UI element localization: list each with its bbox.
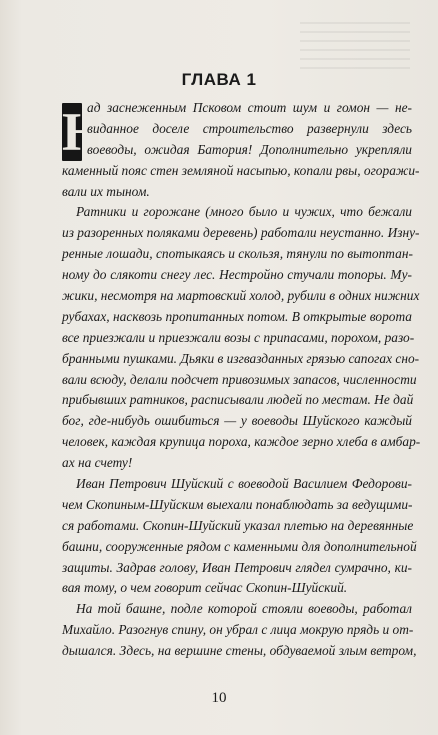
text-line: прибывших ратников, расписывали людей по местам. Не дай <box>62 392 414 408</box>
body-text <box>62 98 421 662</box>
text-line: чем Скопиным-Шуйским выехали понаблюдать за ведущими- <box>62 496 413 512</box>
drop-cap: Н <box>62 102 105 162</box>
text-line: каменный пояс стен земляной насыпью, копали рвы, огоражи- <box>62 162 420 178</box>
chapter-title: ГЛАВА 1 <box>181 70 257 89</box>
text-line: дышался. Здесь, на вершине стены, обдуваемой злым ветром, <box>62 643 417 659</box>
text-line: На той башне, подле которой стояли воеводы, работал <box>76 601 412 617</box>
text-line: воеводы, ожидая Батория! Дополнительно укрепляли <box>87 141 412 157</box>
text-line: ад заснеженным Псковом стоит шум и гомон — не- <box>87 100 412 115</box>
text-line: ах на счету! <box>62 455 133 471</box>
text-line: вали их тыном. <box>62 183 150 199</box>
text-line: из разоренных поляками деревень) работали неустанно. Изну- <box>62 225 420 241</box>
text-line: башни, сооруженные рядом с каменными для дополнительной <box>62 538 417 554</box>
text-line: все приезжали и приезжали возы с припасами, порохом, разо- <box>62 329 415 345</box>
text-line: рубахах, насквозь пропитанных потом. В открытые ворота <box>62 308 412 324</box>
text-line: ренные лошади, спотыкаясь и скользя, тянули по вытоптан- <box>62 246 413 262</box>
text-line: человек, каждая крупица пороха, каждое зерно хлеба в амбар- <box>62 434 421 450</box>
text-line: жики, несмотря на мартовский холод, рубили в одних нижних <box>62 288 420 304</box>
text-line: бранными пушками. Дьяки в изгвазданных грязью сапогах сно- <box>62 350 420 366</box>
page-number: 10 <box>211 690 227 706</box>
text-line: Иван Петрович Шуйский с воеводой Василием Федорови- <box>76 476 412 492</box>
text-line: Михайло. Разогнув спину, он убрал с лица мокрую прядь и от- <box>62 622 414 638</box>
text-line: вали всюду, делали подсчет привозимых запасов, численности <box>62 371 417 387</box>
text-line: Ратники и горожане (много было и чужих, что бежали <box>76 204 412 220</box>
text-line: защиты. Задрав голову, Иван Петрович глядел сумрачно, ки- <box>62 559 412 575</box>
text-line: вая тому, о чем говорит сейчас Скопин-Шуйский. <box>62 580 348 596</box>
text-line: виданное доселе строительство развернули здесь <box>87 120 412 136</box>
text-line: бог, где-нибудь ошибиться — у воеводы Шуйского каждый <box>62 413 412 429</box>
text-line: ся работами. Скопин-Шуйский указал плетью на деревянные <box>62 517 414 533</box>
text-line: ному до слякоти снегу лес. Нестройно стучали топоры. Му- <box>62 267 412 283</box>
bleed-through-text <box>300 22 410 72</box>
